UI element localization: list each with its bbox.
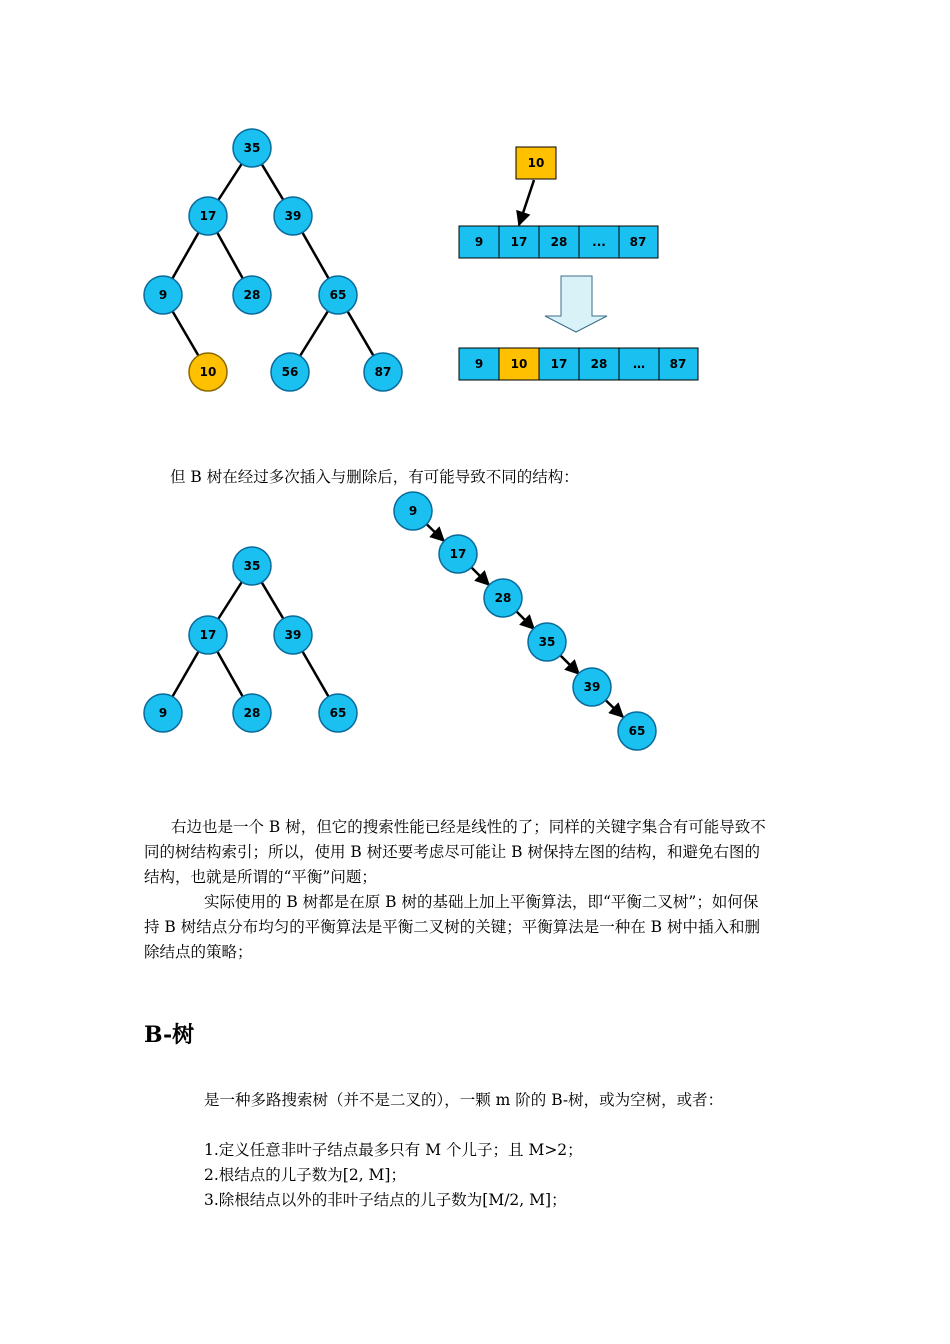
- figure1-array: [459, 147, 698, 380]
- tree-node: [144, 694, 182, 732]
- text-line: 结构，也就是所谓的“平衡”问题；: [144, 868, 377, 886]
- svg-text:10: 10: [199, 365, 217, 379]
- tree-node-highlighted: [189, 353, 227, 391]
- paragraph-balance-algorithm: [144, 890, 760, 965]
- svg-text:39: 39: [583, 680, 601, 694]
- tree-node: [439, 535, 477, 573]
- svg-text:87: 87: [374, 365, 392, 379]
- svg-text:9: 9: [158, 706, 168, 720]
- svg-text:35: 35: [243, 141, 261, 155]
- svg-text:17: 17: [449, 547, 467, 561]
- svg-text:35: 35: [538, 635, 556, 649]
- figure2-balanced-tree: [144, 547, 357, 732]
- svg-text:28: 28: [243, 706, 261, 720]
- down-arrow-icon: [545, 276, 607, 332]
- text-line: 右边也是一个 B 树，但它的搜索性能已经是线性的了；同样的关键字集合有可能导致不: [171, 818, 766, 836]
- array-cell: …: [633, 357, 645, 371]
- array-cell: 9: [474, 357, 484, 371]
- btree-rules-list: [204, 1138, 583, 1213]
- array-before: [459, 226, 658, 258]
- svg-text:39: 39: [284, 209, 302, 223]
- insert-box: [516, 147, 556, 179]
- tree-node: [189, 197, 227, 235]
- tree-node: [618, 712, 656, 750]
- text-line: 实际使用的 B 树都是在原 B 树的基础上加上平衡算法，即“平衡二叉树”；如何保: [204, 893, 759, 911]
- svg-text:9: 9: [408, 504, 418, 518]
- tree-node: [319, 694, 357, 732]
- svg-text:39: 39: [284, 628, 302, 642]
- text-line: 持 B 树结点分布均匀的平衡算法是平衡二叉树的关键；平衡算法是一种在 B 树中插入和删: [144, 918, 760, 936]
- tree-node: [528, 623, 566, 661]
- svg-text:17: 17: [199, 209, 217, 223]
- tree-node: [233, 129, 271, 167]
- text-line: 同的树结构索引；所以，使用 B 树还要考虑尽可能让 B 树保持左图的结构，和避免右图的: [144, 843, 760, 861]
- tree-node: [274, 197, 312, 235]
- list-item: 3.除根结点以外的非叶子结点的儿子数为[M/2, M]；: [204, 1191, 567, 1209]
- tree-node: [233, 694, 271, 732]
- svg-text:65: 65: [329, 706, 347, 720]
- tree-node: [394, 492, 432, 530]
- array-cell: 87: [629, 235, 647, 249]
- tree-node: [274, 616, 312, 654]
- svg-text:28: 28: [243, 288, 261, 302]
- text-line: 除结点的策略；: [144, 943, 253, 961]
- svg-text:10: 10: [527, 156, 545, 170]
- svg-text:17: 17: [199, 628, 217, 642]
- tree-node: [233, 547, 271, 585]
- tree-node: [319, 276, 357, 314]
- svg-text:56: 56: [281, 365, 299, 379]
- paragraph-balance-problem: [144, 815, 766, 890]
- svg-text:9: 9: [158, 288, 168, 302]
- list-item: 1.定义任意非叶子结点最多只有 M 个儿子；且 M>2；: [204, 1141, 583, 1159]
- svg-text:65: 65: [329, 288, 347, 302]
- insert-arrow: [519, 180, 534, 225]
- array-cell: 28: [590, 357, 608, 371]
- array-cell: 9: [474, 235, 484, 249]
- array-after: [459, 348, 698, 380]
- tree-node: [189, 616, 227, 654]
- array-cell: 17: [550, 357, 568, 371]
- list-item: 2.根结点的儿子数为[2, M]；: [204, 1166, 406, 1184]
- tree-node: [364, 353, 402, 391]
- tree-node: [233, 276, 271, 314]
- figure1-tree: [144, 129, 402, 391]
- tree-node: [484, 579, 522, 617]
- section-heading: B-树: [144, 1022, 195, 1048]
- array-cell: ...: [592, 235, 606, 249]
- tree-node: [271, 353, 309, 391]
- svg-text:65: 65: [628, 724, 646, 738]
- figure2-chain-tree: [394, 492, 656, 750]
- btree-definition: 是一种多路搜索树（并不是二叉的），一颗 m 阶的 B-树，或为空树，或者：: [204, 1091, 724, 1109]
- svg-text:28: 28: [494, 591, 512, 605]
- tree-node: [144, 276, 182, 314]
- tree-node: [573, 668, 611, 706]
- array-cell-highlighted: 10: [510, 357, 528, 371]
- array-cell: 28: [550, 235, 568, 249]
- svg-text:35: 35: [243, 559, 261, 573]
- intro-sentence: 但 B 树在经过多次插入与删除后，有可能导致不同的结构：: [170, 468, 579, 486]
- array-cell: 17: [510, 235, 528, 249]
- array-cell: 87: [669, 357, 687, 371]
